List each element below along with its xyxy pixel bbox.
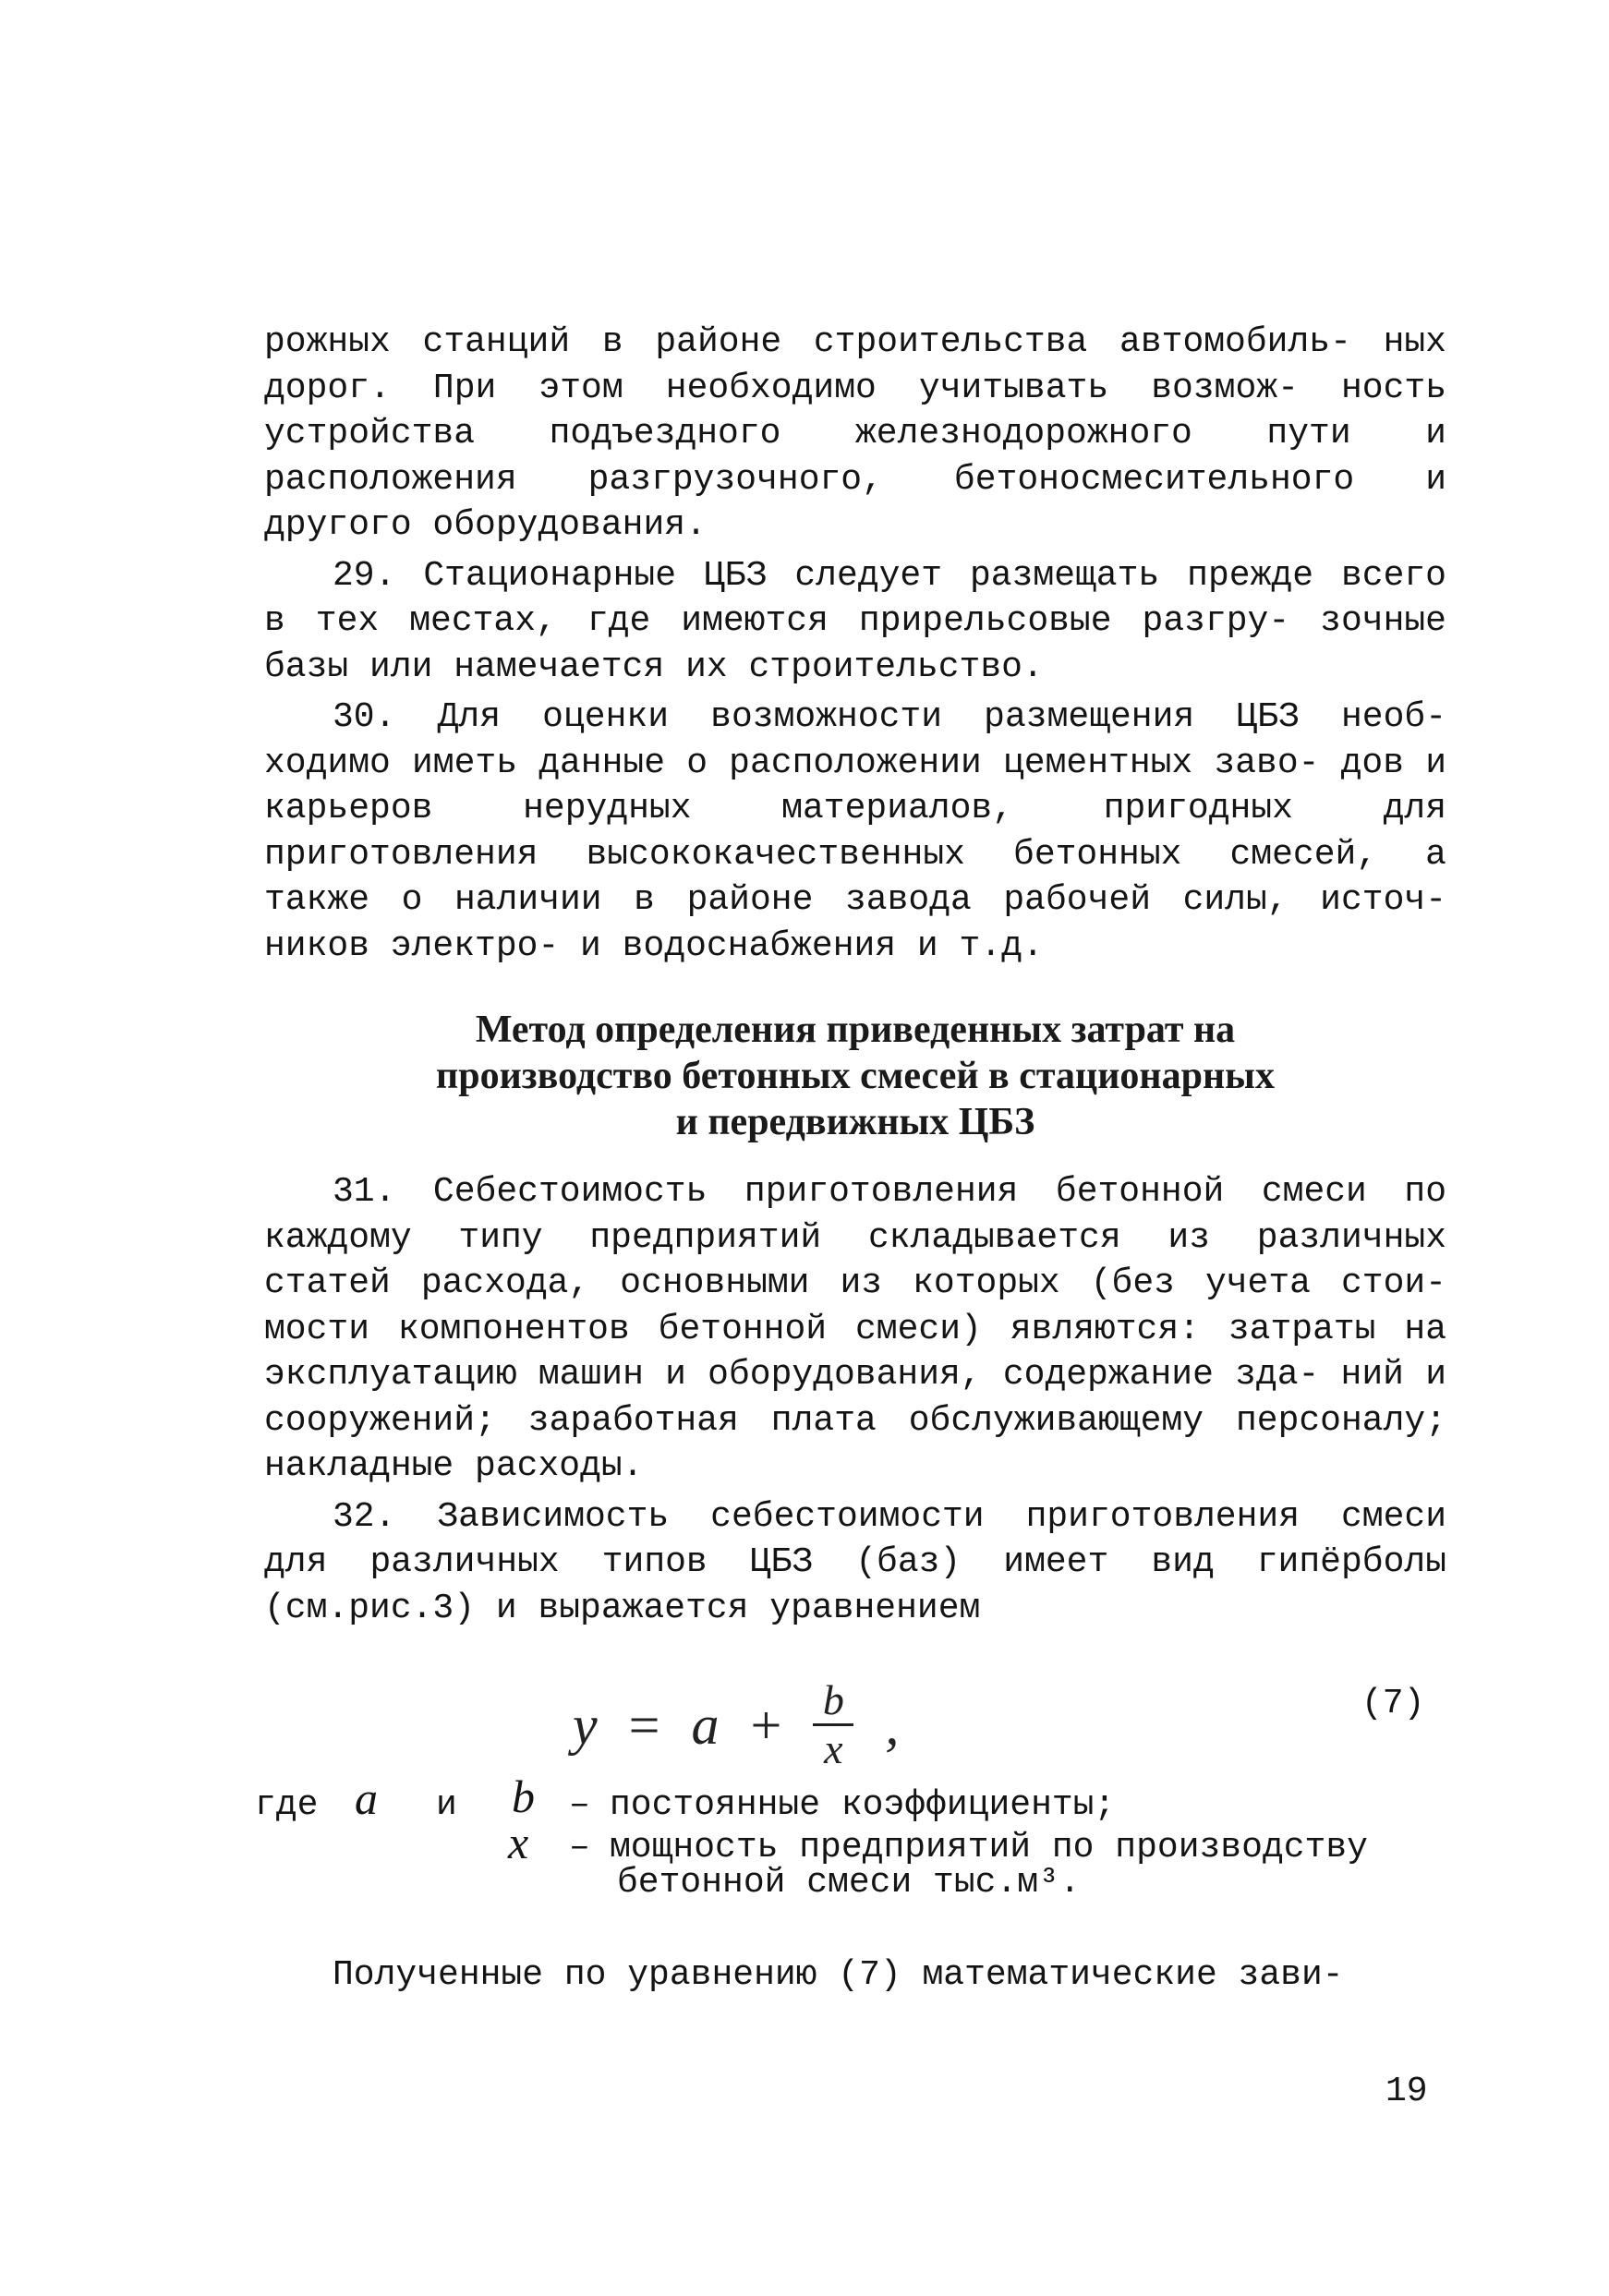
formula-y: y — [573, 1694, 598, 1756]
where-row-1 — [255, 1770, 1456, 1829]
fraction-numerator: b — [822, 1676, 844, 1723]
where-desc-2b: бетонной смеси тыс.м³. — [617, 1863, 1081, 1903]
where-dash-1: – — [569, 1785, 590, 1825]
formula-plus: + — [750, 1694, 782, 1756]
page-number: 19 — [1385, 2072, 1428, 2111]
formula-a: a — [691, 1694, 720, 1756]
where-symbol-b: b — [512, 1770, 535, 1822]
heading-line-3: и передвижных ЦБЗ — [675, 1101, 1035, 1143]
heading-line-1: Метод определения приведенных затрат на — [475, 1009, 1236, 1051]
paragraph-continuation: рожных станций в районе строительства автомобиль- ных дорог. При этом необходимо учитывать возмож- ность устройства подъездного железнодорожного пути и расположения разгрузочного, бетоносмесительного и другого оборудования. — [264, 322, 1446, 545]
text-block-middle — [264, 1169, 1446, 1631]
formula-equals: = — [628, 1694, 660, 1756]
where-row-3 — [255, 1864, 1456, 1906]
where-dash-2: – — [569, 1828, 590, 1867]
where-symbol-x: x — [508, 1817, 529, 1868]
paragraph-30: 30. Для оценки возможности размещения ЦБЗ необ- ходимо иметь данные о расположении цементных заво- дов и карьеров нерудных материалов, пригодных для приготовления высококачественных бетонных смесей, а также о наличии в районе завода рабочей силы, источ- ников электро- и водоснабжения и т.д. — [264, 697, 1446, 966]
where-symbol-a: a — [355, 1772, 378, 1824]
where-desc-2a: мощность предприятий по производству — [610, 1828, 1368, 1867]
heading-line-2: производство бетонных смесей в стационарных — [436, 1055, 1275, 1097]
paragraph-29: 29. Стационарные ЦБЗ следует размещать прежде всего в тех местах, где имеются прирельсовые разгру- зочные базы или намечается их строительство. — [264, 555, 1446, 687]
where-desc-1: постоянные коэффициенты; — [610, 1785, 1116, 1825]
fraction-denominator: x — [824, 1725, 843, 1772]
where-and: и — [436, 1785, 457, 1825]
section-heading — [264, 1007, 1446, 1145]
paragraph-32: 32. Зависимость себестоимости приготовления смеси для различных типов ЦБЗ (баз) имеет вид гипёрболы (см.рис.3) и выражается уравнением — [264, 1496, 1446, 1628]
paragraph-31: 31. Себестоимость приготовления бетонной смеси по каждому типу предприятий складывается из различных статей расхода, основными из которых (без учета стои- мости компонентов бетонной смеси) являются: затраты на эксплуатацию машин и оборудования, содержание зда- ний и сооружений; заработная плата обслуживающему персоналу; накладные расходы. — [264, 1172, 1446, 1486]
where-legend — [255, 1770, 1456, 1906]
text-block-top — [264, 320, 1446, 969]
equation-number: (7) — [1361, 1684, 1425, 1723]
paragraph-continued: Полученные по уравнению (7) математические зави- — [333, 1955, 1344, 1995]
equation-7 — [573, 1676, 900, 1772]
formula-comma: , — [885, 1694, 900, 1756]
where-word: где — [255, 1785, 319, 1825]
formula-fraction — [813, 1676, 853, 1772]
